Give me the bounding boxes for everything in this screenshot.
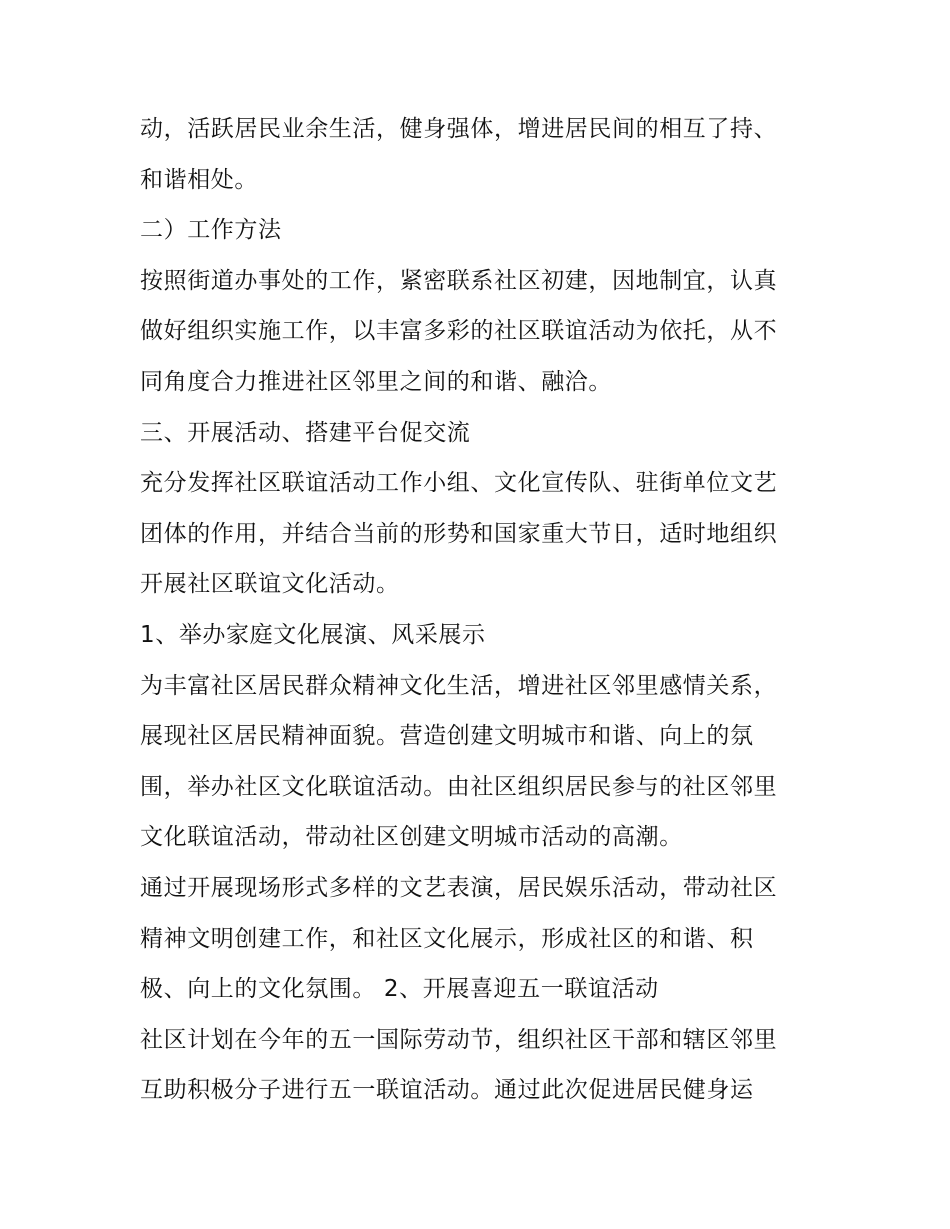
section-heading: 三、开展活动、搭建平台促交流: [140, 419, 471, 446]
document-body: [140, 104, 820, 1116]
text-line: 互助积极分子进行五一联谊活动。通过此次促进居民健身运: [140, 1077, 754, 1104]
subsection-heading: 1、举办家庭文化展演、风采展示: [140, 621, 486, 648]
text-line: 充分发挥社区联谊活动工作小组、文化宣传队、驻街单位文艺: [140, 470, 778, 497]
text-line: 为丰富社区居民群众精神文化生活，增进社区邻里感情关系，: [140, 672, 778, 699]
section-heading: 二）工作方法: [140, 217, 282, 244]
text-line: 文化联谊活动，带动社区创建文明城市活动的高潮。: [140, 824, 683, 851]
text-line: 团体的作用，并结合当前的形势和国家重大节日，适时地组织: [140, 520, 778, 547]
text-line: 精神文明创建工作，和社区文化展示，形成社区的和谐、积: [140, 925, 754, 952]
text-line: 开展社区联谊文化活动。: [140, 571, 400, 598]
text-line: 做好组织实施工作，以丰富多彩的社区联谊活动为依托，从不: [140, 318, 778, 345]
text-line: 通过开展现场形式多样的文艺表演，居民娱乐活动，带动社区: [140, 874, 778, 901]
text-line: 按照街道办事处的工作，紧密联系社区初建，因地制宜，认真: [140, 267, 778, 294]
text-line: 极、向上的文化氛围。 2、开展喜迎五一联谊活动: [140, 976, 659, 1003]
text-line: 社区计划在今年的五一国际劳动节，组织社区干部和辖区邻里: [140, 1026, 778, 1053]
text-line: 展现社区居民精神面貌。营造创建文明城市和谐、向上的氛: [140, 723, 754, 750]
text-line: 动，活跃居民业余生活，健身强体，增进居民间的相互了持、: [140, 116, 778, 142]
text-line: 围，举办社区文化联谊活动。由社区组织居民参与的社区邻里: [140, 773, 778, 800]
text-line: 和谐相处。: [140, 166, 258, 193]
text-line: 同角度合力推进社区邻里之间的和谐、融洽。: [140, 368, 612, 395]
